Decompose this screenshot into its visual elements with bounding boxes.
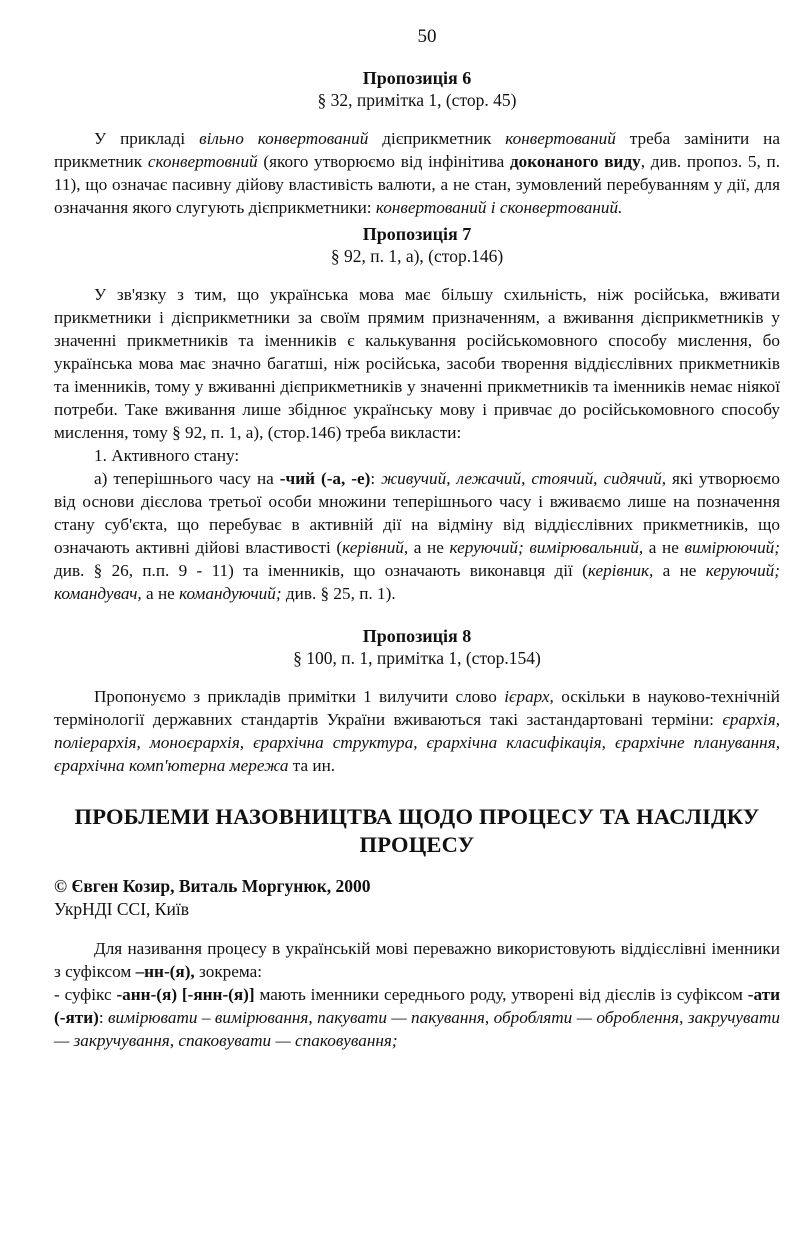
- article-authors: © Євген Козир, Виталь Моргунюк, 2000: [54, 876, 371, 896]
- document-page: [54, 26, 780, 1052]
- proposal-6-text: У прикладі вільно конвертований дієприкметник конвертований треба замінити на прикметник сконвертовний (якого утворюємо від інфінітива доконаного виду, див. пропоз. 5, п. 11), що означає пасивну дійову властивість валюти, а не стан, зумовлений перебуванням у дії, для означання якого слугують дієприкметники: конвертований і сконвертований.: [54, 129, 780, 217]
- proposal-7-ref: § 92, п. 1, а), (стор.146): [330, 246, 504, 266]
- proposal-7-item-a: а) теперішнього часу на -чий (-а, -е): живучий, лежачий, стоячий, сидячий, які утворюємо від основи дієслова третьої особи множини теперішнього часу і вживаємо лише на позначення стану суб'єкта, що перебуває в активній дії на відміну від віддієслівних прикметників, що означають активні дійові властивості (керівний, а не керуючий; вимірювальний, а не вимірюючий; див. § 26, п.п. 9 - 11) та іменників, що означають виконавця дії (керівник, а не керуючий; командувач, а не командуючий; див. § 25, п. 1).: [54, 469, 780, 603]
- proposal-6-title: Пропозиція 6: [362, 68, 472, 88]
- proposal-8-text: Пропонуємо з прикладів примітки 1 вилучити слово ієрарх, оскільки в науково-технічній термінології державних стандартів України вживаються такі застандартовані терміни: єрархія, поліерархія, моноєрархія, єрархічна структура, єрархічна класифікація, єрархічне планування, єрархічна комп'ютерна мережа та ин.: [54, 687, 780, 775]
- proposal-7-title: Пропозиція 7: [362, 224, 472, 244]
- proposal-8-title: Пропозиція 8: [362, 626, 472, 646]
- article-suffix-item: - суфікс -анн-(я) [-янн-(я)] мають іменники середнього роду, утворені від дієслів із суфіксом -ати (-яти): вимірювати – вимірювання, пакувати — пакування, обробляти — оброблення, закручувати — закручування, спаковувати — спаковування;: [54, 985, 780, 1050]
- proposal-7-paragraph: У зв'язку з тим, що українська мова має більшу схильність, ніж російська, вживати прикметники і дієприкметники за своїм прямим призначенням, а вживання дієприкметників у значенні прикметників та іменників є калькування російськомовного способу мислення, бо українська мова має значно багатші, ніж російська, засоби творення віддієслівних прикметників та іменників, тому у вживанні дієприкметників у значенні прикметників та іменників немає ніякої потреби. Таке вживання лише збіднює українську мову і привчає до російськомовного способу мислення, тому § 92, п. 1, а), (стор.146) треба викласти:: [54, 285, 780, 442]
- article-title: ПРОБЛЕМИ НАЗОВНИЦТВА ЩОДО ПРОЦЕСУ ТА НАСЛІДКУ ПРОЦЕСУ: [74, 804, 760, 857]
- page-number: 50: [417, 26, 437, 47]
- proposal-8-ref: § 100, п. 1, примітка 1, (стор.154): [293, 648, 541, 668]
- article-intro: Для називання процесу в українській мові переважно використовують віддієслівні іменники з суфіксом –нн-(я), зокрема:: [54, 939, 780, 981]
- article-organization: УкрНДІ ССІ, Київ: [54, 899, 189, 919]
- proposal-7-item-1: 1. Активного стану:: [94, 446, 240, 465]
- proposal-6-ref: § 32, примітка 1, (стор. 45): [317, 90, 517, 110]
